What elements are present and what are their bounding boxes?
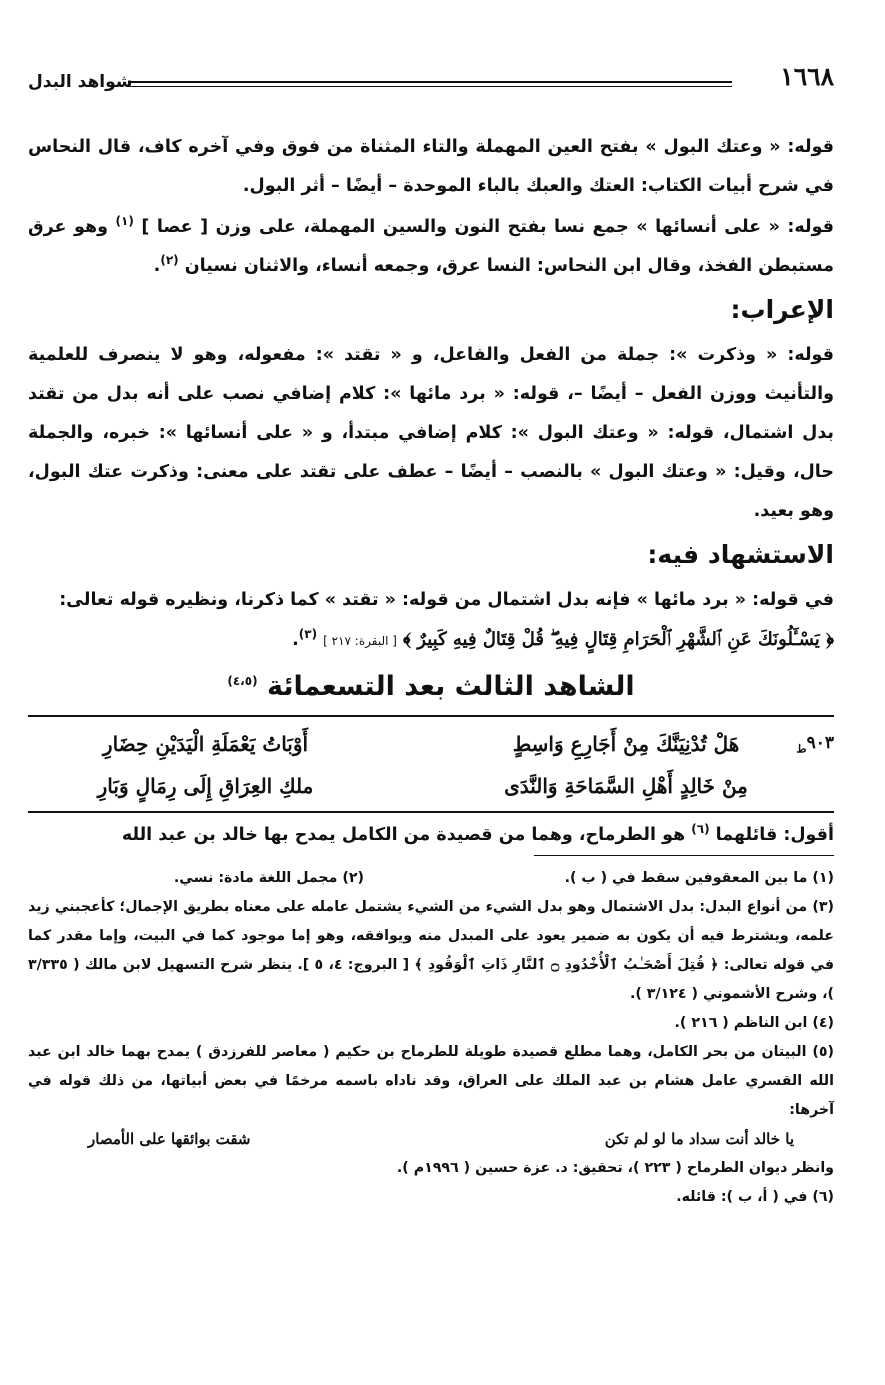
hemistich-1a: هَلْ تُدْنِيَنَّكَ مِنْ أَجَارِعِ وَاسِطٍ <box>512 732 740 756</box>
document-page <box>28 56 834 1376</box>
shahid-title <box>28 663 834 711</box>
paragraph-istishhad <box>28 581 834 661</box>
poem-line-2 <box>28 765 834 807</box>
heading-irab: الإعراب: <box>730 295 834 324</box>
paragraph-irab: قوله: « وذكرت »: جملة من الفعل والفاعل، و « تقتد »: مفعوله، وهو لا ينصرف للعلمية والتأنيث ووزن الفعل – أيضًا –، قوله: « برد مائها »: كلام إضافي نصب على أنه بدل من تقتد بدل اشتمال، قوله: « وعتك البول »: كلام إضافي مبتدأ، و « على أنسائها »: خبره، والجملة حال، وقيل: « وعتك البول » بالنصب – أيضًا – عطف على تقتد على معنى: وذكرت عتك البول، وهو بعيد. <box>28 345 834 521</box>
poem-line-1 <box>28 723 834 765</box>
footnote-5: (٥) البيتان من بحر الكامل، وهما مطلع قصيدة طويلة للطرماح بن حكيم ( معاصر للفرزدق ) يمدح بهما خالد ابن عبد الله القسري عامل هشام بن عبد الملك على العراق، وقد ناداه باسمه مرخمًا في بعض أبياتها، من ذلك قوله في آخرها: <box>28 1044 834 1118</box>
footnote-1: (١) ما بين المعقوفين سقط في ( ب ). <box>564 870 834 886</box>
heading-istishhad: الاستشهاد فيه: <box>647 540 834 569</box>
quran-verse: ﴿ يَسْـَٔلُونَكَ عَنِ ٱلشَّهْرِ ٱلْحَرَامِ قِتَالٍ فِيهِ ۖ قُلْ قِتَالٌ فِيهِ كَبِيرٌ ﴾ <box>403 629 834 650</box>
aqul-text-a: قائلهما <box>715 825 778 845</box>
poem-number-mark: ط <box>796 742 807 756</box>
hemistich-2b: ملكِ العِرَاقِ إِلَى رِمَالٍ وَبَارِ <box>97 774 314 798</box>
footnote-ref-1[interactable]: (١) <box>115 214 134 229</box>
footnote-5-verse-b: شقت بوائقها على الأمصار <box>88 1130 251 1148</box>
footnote-4: (٤) ابن الناظم ( ٢١٦ ). <box>674 1015 834 1031</box>
footnote-separator <box>534 855 834 856</box>
footnote-5-verse-a: يا خالد أنت سداد ما لو لم تكن <box>604 1130 794 1148</box>
header-rule <box>128 81 732 87</box>
paragraph-atak: قوله: « وعتك البول » بفتح العين المهملة والتاء المثناة من فوق وفي آخره كاف، قال النحاس في شرح أبيات الكتاب: العتك والعبك بالباء الموحدة – أيضًا – أثر البول. <box>28 137 834 196</box>
aqul-label: أقول: <box>783 825 834 845</box>
shahid-title-text: الشاهد الثالث بعد التسعمائة <box>266 671 635 702</box>
footnote-2: (٢) مجمل اللغة مادة: نسي. <box>173 870 364 886</box>
istishhad-text: في قوله: « برد مائها » فإنه بدل اشتمال من قوله: « تقتد » كما ذكرنا، ونظيره قوله تعالى: <box>59 590 834 610</box>
hemistich-2a: مِنْ خَالِدٍ أَهْلِ السَّمَاحَةِ وَالنَّدَى <box>504 774 748 798</box>
footnotes-row-1-2 <box>28 864 834 893</box>
paragraph-ansaiha <box>28 208 834 286</box>
footnotes <box>28 864 834 1212</box>
page-number: ١٦٦٨ <box>780 62 834 91</box>
hemistich-1b: أَوْبَاتُ يَعْمَلَةِ الْيَدَيْنِ حِضَارِ <box>102 732 309 756</box>
body-text <box>28 128 834 1212</box>
paragraph-ansaiha-part-a: قوله: « على أنسائها » جمع نسا بفتح النون والسين المهملة، على وزن [ عصا ] <box>141 217 835 237</box>
running-title: شواهد البدل <box>28 72 133 92</box>
footnote-6: (٦) في ( أ، ب ): قائله. <box>676 1189 834 1205</box>
aqul-text-b: هو الطرماح، وهما من قصيدة من الكامل يمدح بها خالد بن عبد الله <box>121 825 686 845</box>
quran-reference: [ البقرة: ٢١٧ ] <box>323 634 397 648</box>
footnote-ref-6[interactable]: (٦) <box>691 822 710 837</box>
paragraph-ansaiha-part-b: وهو عرق مستبطن الفخذ، وقال ابن النحاس: النسا عرق، وجمعه أنساء، والاثنان نسيان <box>28 217 834 276</box>
footnote-5-verse <box>28 1125 834 1154</box>
paragraph-ansaiha-end: . <box>153 256 161 276</box>
footnote-ref-4-5[interactable]: (٤،٥) <box>227 674 258 688</box>
poem-number <box>786 733 834 755</box>
footnote-ref-2[interactable]: (٢) <box>160 253 179 268</box>
poem-number-value: ٩٠٣ <box>806 732 834 753</box>
footnote-3: (٣) من أنواع البدل: بدل الاشتمال وهو بدل الشيء من الشيء يشتمل عامله على معناه بطريق الإجمال؛ كأعجبني زيد علمه، ويشترط فيه أن يكون به ضمير يعود على المبدل منه ويوافقه، وهو إما موجود كما في البيت، وإما مقدر كما في قوله تعالى: ﴿ قُتِلَ أَصْحَـٰبُ ٱلْأُخْدُودِ ۝ ٱلنَّارِ ذَاتِ ٱلْوَقُودِ ﴾ [ البروج: ٤، ٥ ]. ينظر شرح التسهيل لابن مالك ( ٣/٣٣٥ )، وشرح الأشموني ( ٣/١٢٤ ). <box>28 899 834 1002</box>
footnote-ref-3[interactable]: (٣) <box>298 627 318 642</box>
istishhad-end: . <box>292 630 299 650</box>
aqul-line <box>28 817 834 853</box>
footnote-5-reference: وانظر ديوان الطرماح ( ٢٢٣ )، تحقيق: د. عزة حسين ( ١٩٩٦م ). <box>396 1160 834 1176</box>
page-header <box>28 62 834 98</box>
poem-box <box>28 715 834 813</box>
